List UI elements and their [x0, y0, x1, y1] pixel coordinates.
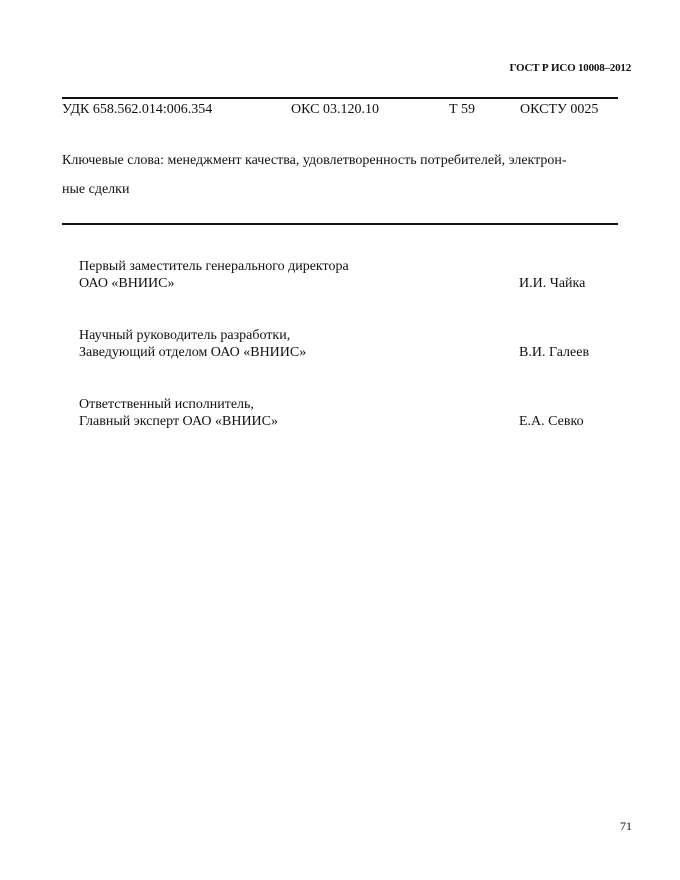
- signatory-title: [79, 396, 278, 430]
- signatory-name: Е.А. Севко: [519, 414, 584, 429]
- udk-code: УДК 658.562.014:006.354: [62, 102, 213, 117]
- signatory-name: И.И. Чайка: [519, 276, 586, 291]
- keywords-block: [62, 146, 632, 204]
- signatory-title: [79, 327, 306, 361]
- signatory-title-line-1: Научный руководитель разработки,: [79, 328, 291, 343]
- standard-code-header: ГОСТ Р ИСО 10008–2012: [509, 62, 631, 74]
- signatory-title-line-1: Первый заместитель генерального директора: [79, 259, 349, 274]
- signatory-title-line-1: Ответственный исполнитель,: [79, 397, 254, 412]
- signatory-title-line-2: Заведующий отделом ОАО «ВНИИС»: [79, 345, 307, 360]
- keywords-line-2: ные сделки: [62, 182, 130, 197]
- oks-code: ОКС 03.120.10: [291, 102, 379, 117]
- okstu-code: ОКСТУ 0025: [520, 102, 599, 117]
- top-divider: [62, 97, 618, 99]
- signatory-title-line-2: Главный эксперт ОАО «ВНИИС»: [79, 414, 279, 429]
- keywords-line-1: Ключевые слова: менеджмент качества, удовлетворенность потребителей, электрон-: [62, 153, 567, 168]
- signatory-name: В.И. Галеев: [519, 345, 590, 360]
- t-code: Т 59: [449, 102, 476, 117]
- signatory-title-line-2: ОАО «ВНИИС»: [79, 276, 175, 291]
- bottom-divider: [62, 223, 618, 225]
- page-number: 71: [620, 819, 632, 833]
- signatory-title: [79, 258, 349, 292]
